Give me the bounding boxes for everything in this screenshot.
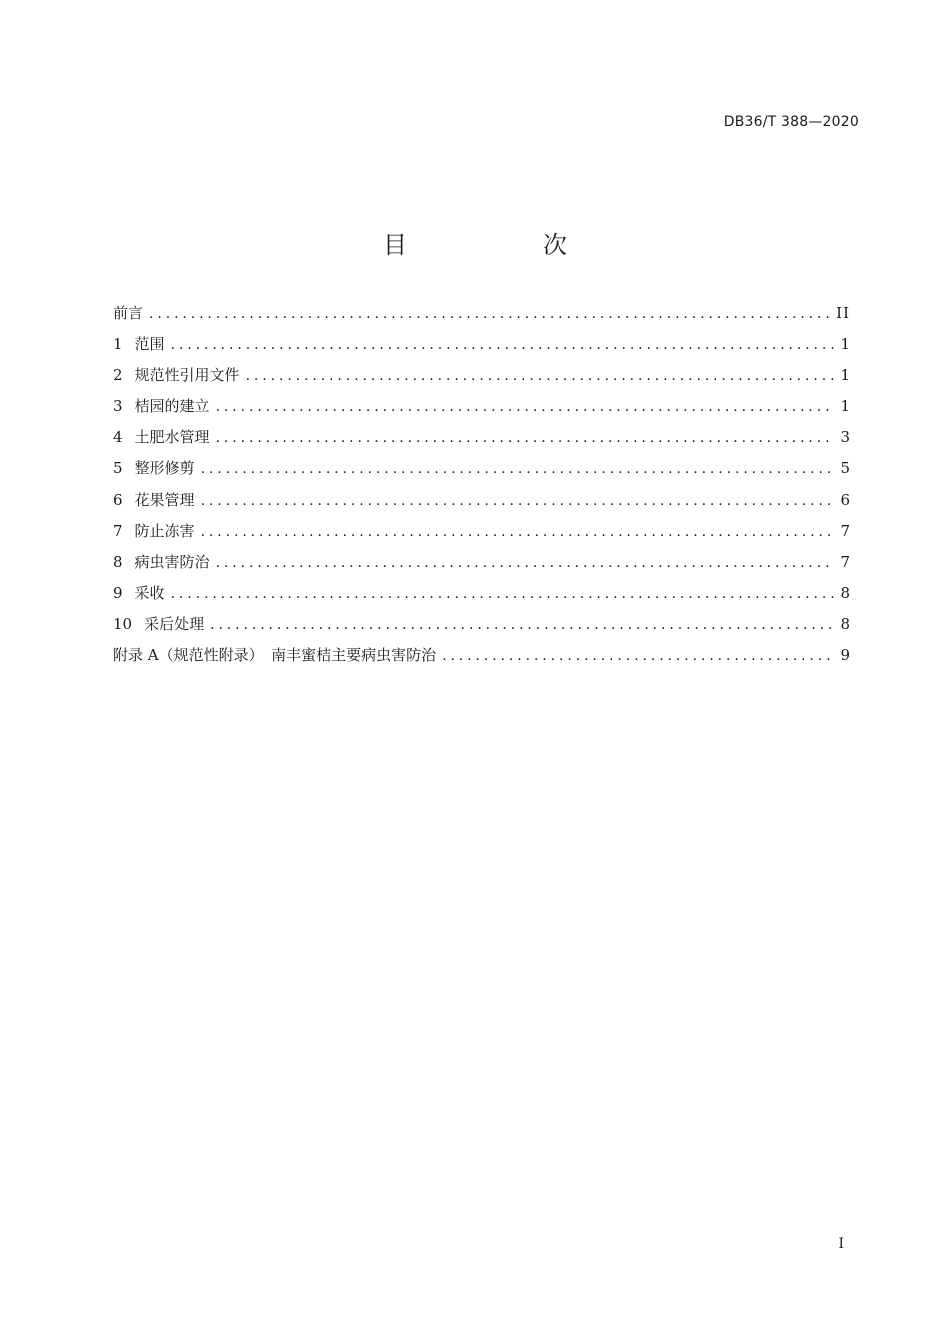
toc-entry-label: 采后处理: [144, 614, 205, 633]
toc-entry-page: 1: [840, 397, 850, 416]
toc-entry-number: 6: [113, 490, 123, 509]
toc-entry-pest-control[interactable]: [113, 551, 850, 582]
toc-entry-label: 防止冻害: [134, 521, 195, 540]
toc-entry-page: 1: [840, 366, 850, 385]
page-number: I: [838, 1236, 844, 1252]
toc-entry-page: 7: [840, 521, 850, 540]
toc-entry-appendix-a[interactable]: [113, 644, 850, 675]
toc-entry-label: 采收: [134, 583, 165, 602]
toc-entry-page: 5: [840, 459, 850, 478]
toc-entry-number: 2: [113, 366, 123, 385]
toc-entry-label: 前言: [113, 304, 144, 322]
toc-entry-post-harvest[interactable]: [113, 613, 850, 644]
toc-leader-dots: [210, 617, 834, 633]
toc-entry-number: 9: [113, 583, 123, 602]
toc-leader-dots: [216, 430, 834, 446]
toc-entry-scope[interactable]: [113, 333, 850, 364]
table-of-contents: [113, 302, 850, 675]
toc-entry-label: 病虫害防治: [134, 552, 210, 571]
toc-leader-dots: [201, 461, 834, 477]
toc-entry-number: 4: [113, 428, 123, 447]
toc-entry-frost-prevention[interactable]: [113, 520, 850, 551]
toc-entry-number: 7: [113, 521, 123, 540]
toc-entry-number: 1: [113, 335, 123, 354]
toc-entry-number: 3: [113, 397, 123, 416]
toc-entry-number: 5: [113, 459, 123, 478]
toc-entry-normative-references[interactable]: [113, 364, 850, 395]
toc-leader-dots: [171, 337, 834, 353]
toc-entry-page: 7: [840, 552, 850, 571]
toc-entry-label: 桔园的建立: [134, 397, 210, 416]
toc-leader-dots: [442, 648, 834, 664]
page-title: 目 次: [383, 231, 623, 259]
toc-entry-label: 规范性引用文件: [134, 366, 240, 385]
toc-entry-label: 花果管理: [134, 490, 195, 509]
toc-entry-page: 8: [840, 614, 850, 633]
toc-entry-foreword[interactable]: [113, 302, 850, 333]
toc-leader-dots: [216, 555, 834, 571]
toc-entry-page: 9: [840, 646, 850, 665]
toc-entry-orchard-establishment[interactable]: [113, 395, 850, 426]
toc-entry-page: II: [836, 304, 850, 322]
toc-entry-page: 3: [840, 428, 850, 447]
toc-entry-label: 整形修剪: [134, 459, 195, 478]
toc-entry-label: 附录 A（规范性附录） 南丰蜜桔主要病虫害防治: [113, 646, 437, 665]
document-code: DB36/T 388—2020: [723, 114, 859, 130]
toc-leader-dots: [216, 399, 834, 415]
toc-leader-dots: [201, 493, 834, 509]
toc-leader-dots: [201, 524, 834, 540]
toc-leader-dots: [246, 368, 834, 384]
toc-entry-flower-fruit[interactable]: [113, 489, 850, 520]
toc-leader-dots: [149, 306, 830, 322]
toc-leader-dots: [171, 586, 834, 602]
toc-entry-page: 1: [840, 335, 850, 354]
toc-entry-label: 土肥水管理: [134, 428, 210, 447]
toc-entry-number: 8: [113, 552, 123, 571]
toc-entry-soil-fertilizer-water[interactable]: [113, 426, 850, 457]
toc-entry-page: 8: [840, 583, 850, 602]
toc-entry-pruning[interactable]: [113, 457, 850, 488]
toc-entry-harvest[interactable]: [113, 582, 850, 613]
toc-entry-label: 范围: [134, 335, 165, 354]
toc-entry-number: 10: [113, 614, 133, 633]
toc-entry-page: 6: [840, 490, 850, 509]
